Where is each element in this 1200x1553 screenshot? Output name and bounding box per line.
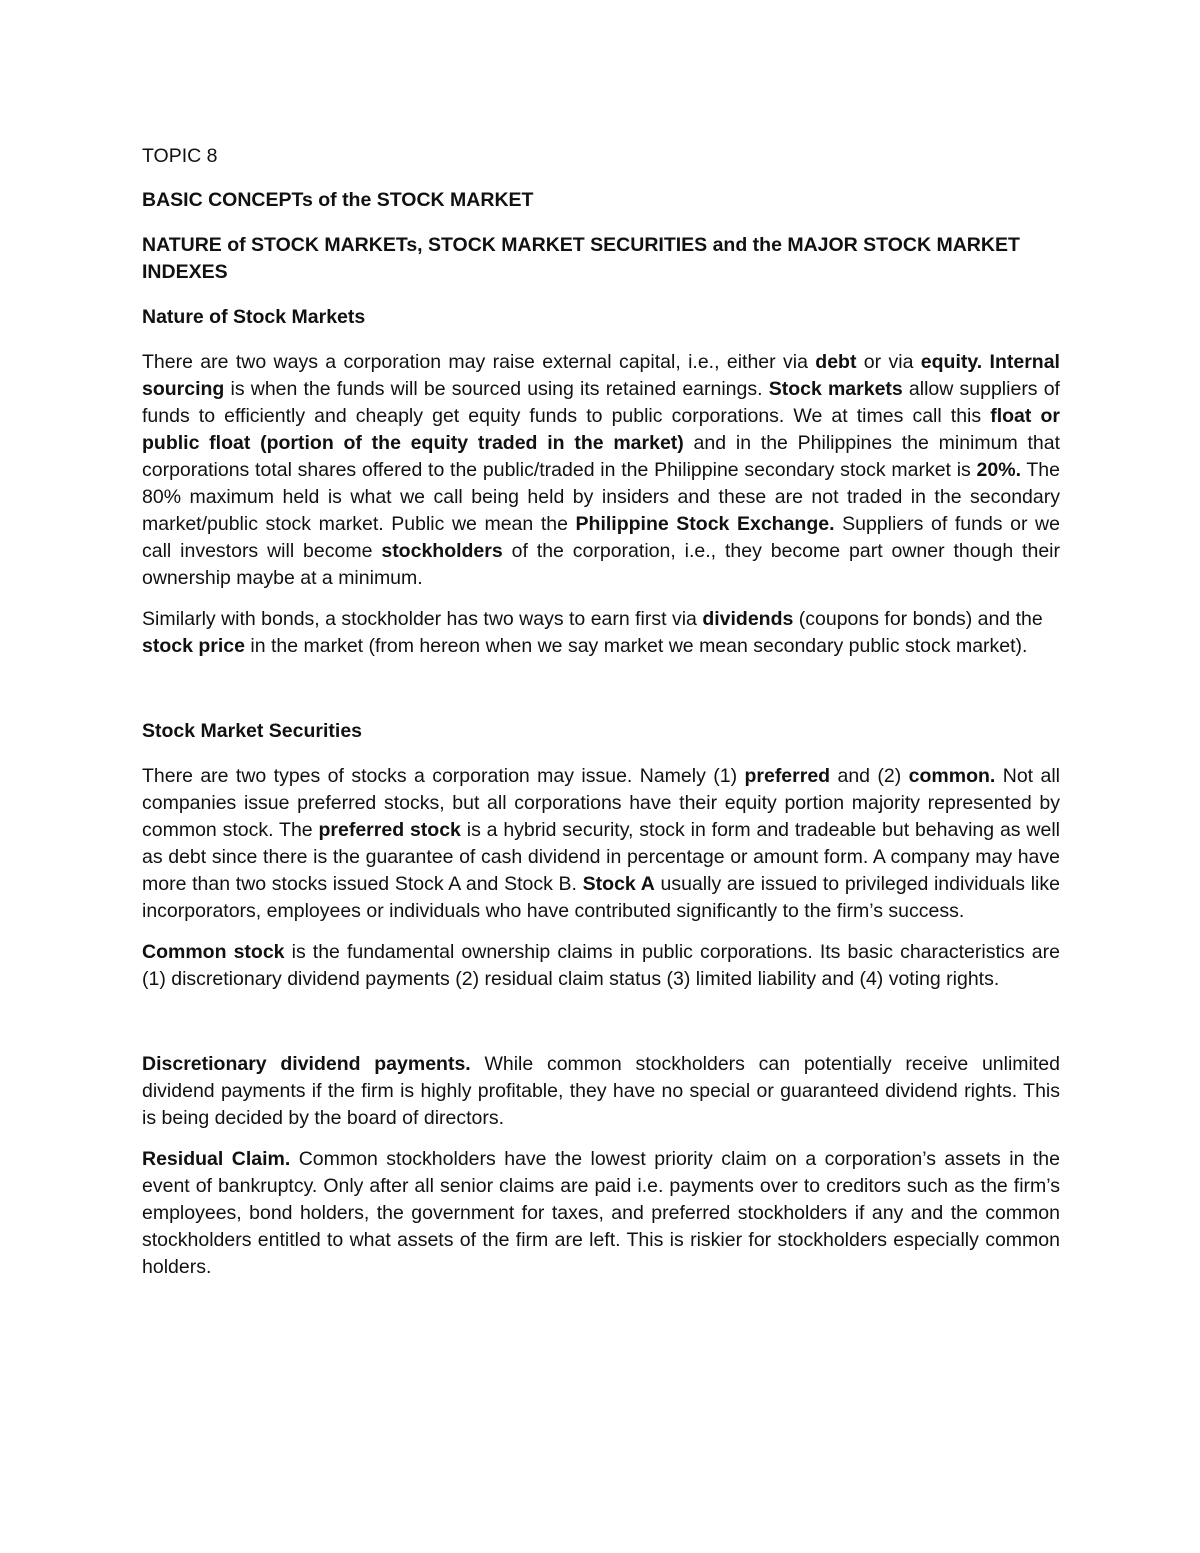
bold-term: Discretionary dividend payments. [142, 1053, 471, 1075]
text-run: The 80% maximum held is what we call being held by insiders and these are not traded in the secondary market/public stock market. Public we mean the [142, 459, 1060, 535]
paragraph-common-stock [142, 939, 1060, 993]
topic-label: TOPIC 8 [142, 145, 218, 167]
text-run: or via [856, 351, 921, 373]
paragraph-nature-2 [142, 606, 1060, 660]
text-run: usually are issued to privileged individuals like incorporators, employees or individuals who have contributed significantly to the firm’s success. [142, 873, 1060, 922]
bold-term: Philippine Stock Exchange. [575, 513, 835, 535]
text-run: and (2) [830, 765, 909, 787]
bold-term: stock price [142, 635, 245, 657]
text-run: While common stockholders can potentially receive unlimited dividend payments if the firm is highly profitable, they have no special or guaranteed dividend rights. This is being decided by the board of directors. [142, 1053, 1060, 1129]
text-run: of the corporation, i.e., they become part owner though their ownership maybe at a minimum. [142, 540, 1060, 589]
text-run: Not all companies issue preferred stocks, but all corporations have their equity portion majority represented by common stock. The [142, 765, 1060, 841]
document-page [142, 143, 1060, 1281]
paragraph-residual-claim [142, 1146, 1060, 1281]
bold-term: Residual Claim. [142, 1148, 291, 1170]
bold-term: Stock A [582, 873, 655, 895]
bold-term: stockholders [381, 540, 503, 562]
bold-term: preferred [744, 765, 831, 787]
text-run: Similarly with bonds, a stockholder has two ways to earn first via [142, 608, 703, 630]
bold-term: Internal sourcing [142, 351, 1060, 400]
section-heading-nature: Nature of Stock Markets [142, 306, 366, 328]
text-run: There are two types of stocks a corporation may issue. Namely (1) [142, 765, 745, 787]
text-run: There are two ways a corporation may raise external capital, i.e., either via [142, 351, 816, 373]
text-run: is when the funds will be sourced using its retained earnings. [224, 378, 769, 400]
text-run [982, 351, 989, 373]
bold-term: common. [908, 765, 996, 787]
text-run: Common stockholders have the lowest priority claim on a corporation’s assets in the event of bankruptcy. Only after all senior claims are paid i.e. payments over to creditors such as the firm’s employees, bond holders, the government for taxes, and preferred stockholders if any and the common stockholders entitled to what assets of the firm are left. This is riskier for stockholders especially common holders. [142, 1148, 1060, 1278]
bold-term: Common stock [142, 941, 285, 963]
text-run: (coupons for bonds) and the [793, 608, 1043, 630]
bold-term: 20%. [976, 459, 1021, 481]
bold-term: debt [815, 351, 857, 373]
bold-term: preferred stock [318, 819, 461, 841]
text-run: Suppliers of funds or we call investors will become [142, 513, 1060, 562]
bold-term: Stock markets [768, 378, 903, 400]
text-run: is a hybrid security, stock in form and tradeable but behaving as well as debt since there is the guarantee of cash dividend in percentage or amount form. A company may have more than two stocks issued Stock A and Stock B. [142, 819, 1060, 895]
bold-term: dividends [702, 608, 794, 630]
bold-term: equity. [920, 351, 983, 373]
text-run: and in the Philippines the minimum that corporations total shares offered to the public/traded in the Philippine secondary stock market is [142, 432, 1060, 481]
document-subtitle: NATURE of STOCK MARKETs, STOCK MARKET SECURITIES and the MAJOR STOCK MARKET INDEXES [142, 234, 1020, 283]
paragraph-securities-1 [142, 763, 1060, 925]
text-run: allow suppliers of funds to efficiently and cheaply get equity funds to public corporations. We at times call this [142, 378, 1060, 427]
bold-term: float or public float (portion of the equity traded in the market) [142, 405, 1060, 454]
document-title: BASIC CONCEPTs of the STOCK MARKET [142, 189, 534, 211]
section-heading-securities: Stock Market Securities [142, 720, 363, 742]
text-run: in the market (from hereon when we say market we mean secondary public stock market). [244, 635, 1028, 657]
paragraph-discretionary-dividends [142, 1051, 1060, 1132]
text-run: is the fundamental ownership claims in public corporations. Its basic characteristics are (1) discretionary dividend payments (2) residual claim status (3) limited liability and (4) voting rights. [142, 941, 1060, 990]
paragraph-nature-1 [142, 349, 1060, 592]
